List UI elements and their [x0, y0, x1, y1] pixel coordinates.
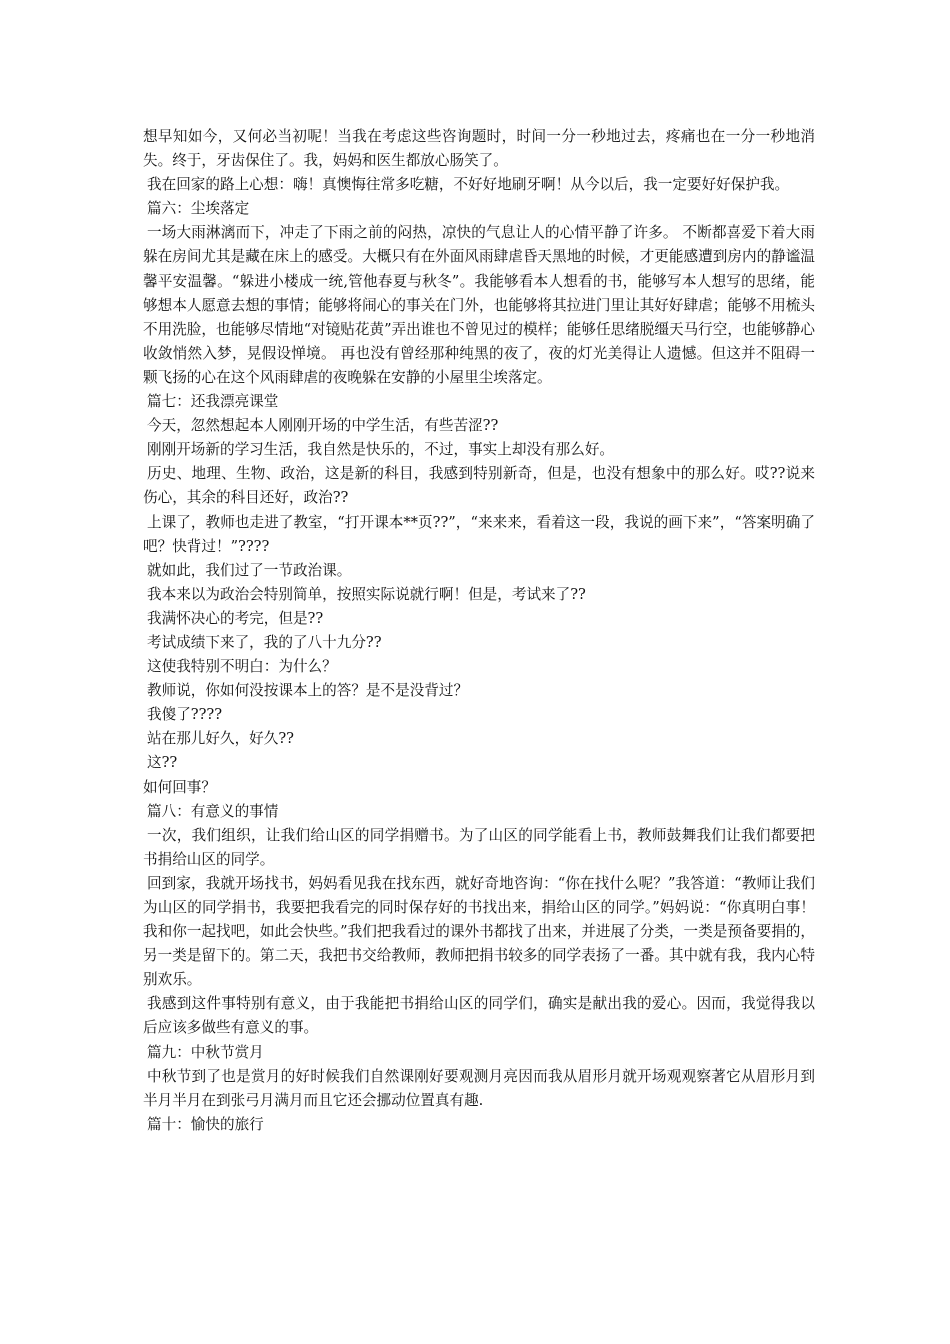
paragraph: 这?? [147, 754, 178, 772]
section-heading: 篇九：中秋节赏月 [147, 1043, 264, 1061]
paragraph: 我本来以为政治会特别简单，按照实际说就行啊！但是，考试来了?? [147, 585, 586, 603]
paragraph: 我在回家的路上心想：嗨！真懊悔往常多吃糖，不好好地刷牙啊！从今以后，我一定要好好保护我。 [147, 176, 790, 194]
document-page [143, 125, 815, 1137]
paragraph: 站在那儿好久，好久?? [147, 730, 294, 748]
paragraph: 这使我特别不明白：为什么？ [147, 658, 337, 676]
paragraph: 我感到这件事特别有意义，由于我能把书捐给山区的同学们，确实是献出我的爱心。因而，我觉得我以后应该多做些有意义的事。 [143, 995, 815, 1037]
paragraph: 教师说，你如何没按课本上的答？是不是没背过？ [147, 682, 469, 700]
paragraph: 考试成绩下来了，我的了八十九分?? [147, 633, 382, 651]
paragraph: 就如此，我们过了一节政治课。 [147, 561, 352, 579]
section-heading: 篇七：还我漂亮课堂 [147, 393, 279, 411]
paragraph: 今天，忽然想起本人刚刚开场的中学生活，有些苦涩?? [147, 417, 499, 435]
paragraph: 我满怀决心的考完，但是?? [147, 609, 324, 627]
paragraph: 一次，我们组织，让我们给山区的同学捐赠书。为了山区的同学能看上书，教师鼓舞我们让我们都要把书捐给山区的同学。 [143, 826, 815, 868]
section-heading: 篇十：愉快的旅行 [147, 1115, 264, 1133]
paragraph: 上课了，教师也走进了教室，“打开课本**页??”，“来来来，看着这一段，我说的画下来”，“答案明确了吧？快背过！”???? [143, 513, 815, 555]
paragraph: 历史、地理、生物、政治，这是新的科目，我感到特别新奇，但是，也没有想象中的那么好。哎??说来伤心，其余的科目还好，政治?? [143, 465, 815, 507]
section-heading: 篇八：有意义的事情 [147, 802, 279, 820]
paragraph: 我傻了???? [147, 706, 223, 724]
paragraph: 一场大雨淋漓而下，冲走了下雨之前的闷热，凉快的气息让人的心情平静了许多。 不断都喜爱下着大雨躲在房间尤其是藏在床上的感受。大概只有在外面风雨肆虐昏天黑地的时候，才更能感遭到房内的静谧温馨平安温馨。“躲进小楼成一统,管他春夏与秋冬”。我能够看本人想看的书，能够写本人想写的思绪，能够想本人愿意去想的事情；能够将闹心的事关在门外，也能够将其拉进门里让其好好肆虐；能够不用梳头不用洗脸，也能够尽情地“对镜贴花黄”弄出谁也不曾见过的模样；能够任思绪脱缰天马行空，也能够静心收敛悄然入梦，晃假设惮境。 再也没有曾经那种纯黑的夜了，夜的灯光美得让人遗憾。但这并不阻碍一颗飞扬的心在这个风雨肆虐的夜晚躲在安静的小屋里尘埃落定。 [143, 224, 815, 386]
paragraph: 想早知如今，又何必当初呢！当我在考虑这些咨询题时，时间一分一秒地过去，疼痛也在一分一秒地消失。终于，牙齿保住了。我，妈妈和医生都放心肠笑了。 [143, 128, 815, 170]
paragraph: 中秋节到了也是赏月的好时候我们自然课刚好要观测月亮因而我从眉形月就开场观观察著它从眉形月到半月半月在到张弓月满月而且它还会挪动位置真有趣. [143, 1067, 815, 1109]
paragraph: 刚刚开场新的学习生活，我自然是快乐的，不过，事实上却没有那么好。 [147, 441, 615, 459]
paragraph: 如何回事？ [143, 778, 216, 796]
paragraph: 回到家，我就开场找书，妈妈看见我在找东西，就好奇地咨询：“你在找什么呢？”我答道：“教师让我们为山区的同学捐书，我要把我看完的同时保存好的书找出来，捐给山区的同学。”妈妈说：“你真明白事！我和你一起找吧，如此会快些。”我们把我看过的课外书都找了出来，并进展了分类，一类是预备要捐的，另一类是留下的。第二天，我把书交给教师，教师把捐书较多的同学表扬了一番。其中就有我，我内心特别欢乐。 [143, 874, 815, 989]
section-heading: 篇六：尘埃落定 [147, 200, 250, 218]
